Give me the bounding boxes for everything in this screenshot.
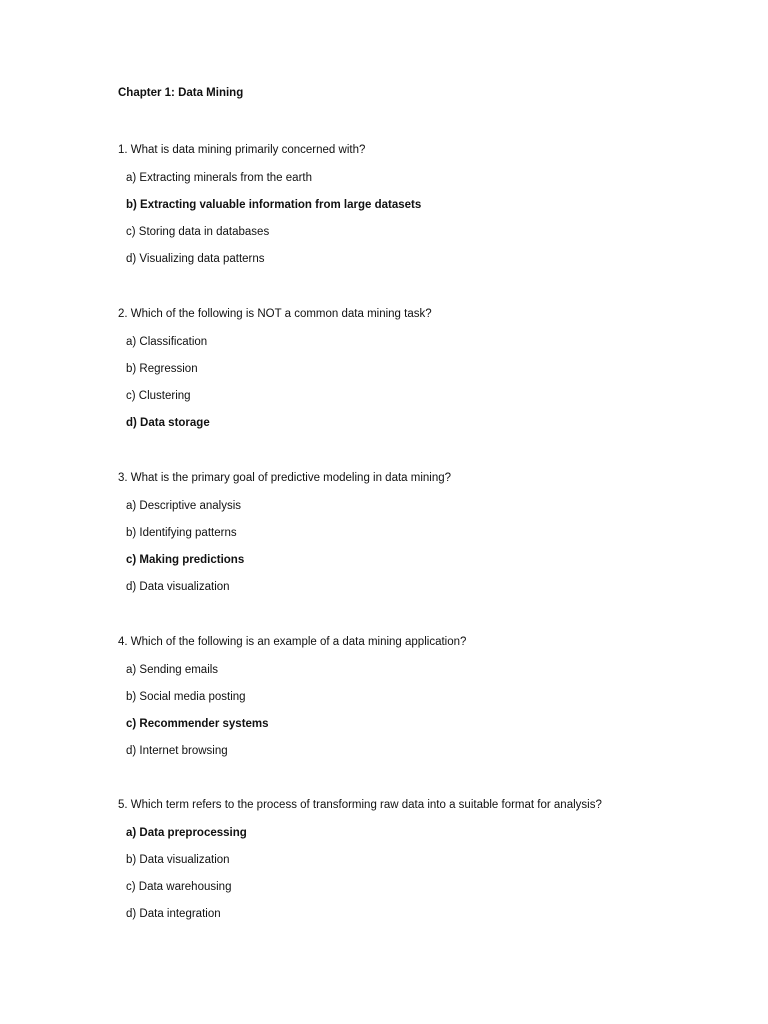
option-b: b) Extracting valuable information from large datasets: [126, 198, 422, 211]
question-3: [118, 470, 738, 607]
option-a: a) Extracting minerals from the earth: [126, 171, 312, 184]
option-b: b) Data visualization: [126, 853, 230, 866]
option-c: c) Storing data in databases: [126, 226, 270, 239]
question-text: 1. What is data mining primarily concerned with?: [118, 144, 366, 156]
chapter-title: Chapter 1: Data Mining: [118, 87, 244, 99]
option-d: d) Internet browsing: [126, 745, 228, 758]
option-b: b) Identifying patterns: [126, 526, 237, 539]
option-d: d) Data integration: [126, 908, 221, 921]
option-b: b) Social media posting: [126, 690, 246, 703]
question-text: 2. Which of the following is NOT a common data mining task?: [118, 308, 432, 320]
option-a: a) Descriptive analysis: [126, 499, 242, 512]
question-1: [118, 142, 738, 279]
option-b: b) Regression: [126, 362, 198, 375]
option-d: d) Data visualization: [126, 581, 230, 594]
question-text: 4. Which of the following is an example of a data mining application?: [118, 636, 467, 648]
option-d: d) Visualizing data patterns: [126, 253, 265, 266]
option-c: c) Making predictions: [126, 554, 245, 567]
option-c: c) Clustering: [126, 390, 191, 403]
question-2: [118, 306, 738, 443]
question-text: 5. Which term refers to the process of transforming raw data into a suitable format for analysis?: [118, 799, 602, 811]
question-5: [118, 797, 738, 934]
option-a: a) Classification: [126, 335, 208, 348]
option-d: d) Data storage: [126, 417, 210, 430]
option-c: c) Recommender systems: [126, 718, 269, 731]
option-a: a) Sending emails: [126, 663, 219, 676]
question-4: [118, 634, 738, 771]
question-text: 3. What is the primary goal of predictive modeling in data mining?: [118, 472, 452, 484]
option-a: a) Data preprocessing: [126, 826, 247, 839]
option-c: c) Data warehousing: [126, 881, 232, 894]
